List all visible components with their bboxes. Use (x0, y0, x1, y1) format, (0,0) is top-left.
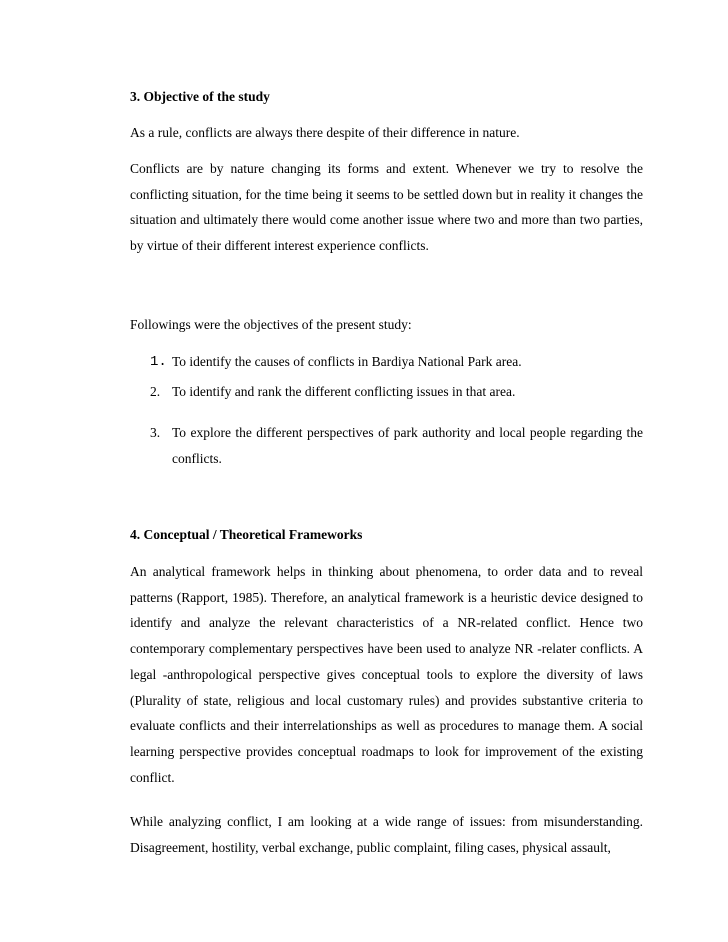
objective-text: To explore the different perspectives of park authority and local people regarding the conflicts. (172, 425, 643, 466)
objective-number: 2. (150, 384, 161, 399)
objective-text: To identify and rank the different conflicting issues in that area. (172, 384, 516, 399)
section-3-paragraph-2: Conflicts are by nature changing its forms and extent. Whenever we try to resolve the conflicting situation, for the time being it seems to be settled down but in reality it changes the situation and ultimately there would come another issue where two and more than two parties, by virtue of their different interest experience conflicts. (130, 161, 643, 254)
section-4-heading: 4. Conceptual / Theoretical Frameworks (130, 527, 363, 542)
section-4-paragraph-1: An analytical framework helps in thinking about phenomena, to order data and to reveal patterns (Rapport, 1985). Therefore, an analytical framework is a heuristic device designed to identify and analyze the relevant characteristics of a NR-related conflict. Hence two contemporary complementary perspectives have been used to analyze NR -relater conflicts. A legal -anthropological perspective gives conceptual tools to explore the diversity of laws (Plurality of state, religious and local customary rules) and provides substantive criteria to evaluate conflicts and their interrelationships as well as procedures to manage them. A social learning perspective provides conceptual roadmaps to look for improvement of the existing conflict. (130, 564, 643, 785)
objective-text: To identify the causes of conflicts in Bardiya National Park area. (172, 354, 522, 369)
section-3-paragraph-1: As a rule, conflicts are always there despite of their difference in nature. (130, 125, 520, 140)
objectives-intro: Followings were the objectives of the present study: (130, 317, 412, 332)
objective-number: 3. (150, 425, 161, 440)
objective-number: 1. (150, 354, 167, 370)
section-3-heading: 3. Objective of the study (130, 89, 270, 104)
section-4-paragraph-2: While analyzing conflict, I am looking at a wide range of issues: from misunderstanding. Disagreement, hostility, verbal exchange, public complaint, filing cases, physical assault, (130, 814, 643, 855)
